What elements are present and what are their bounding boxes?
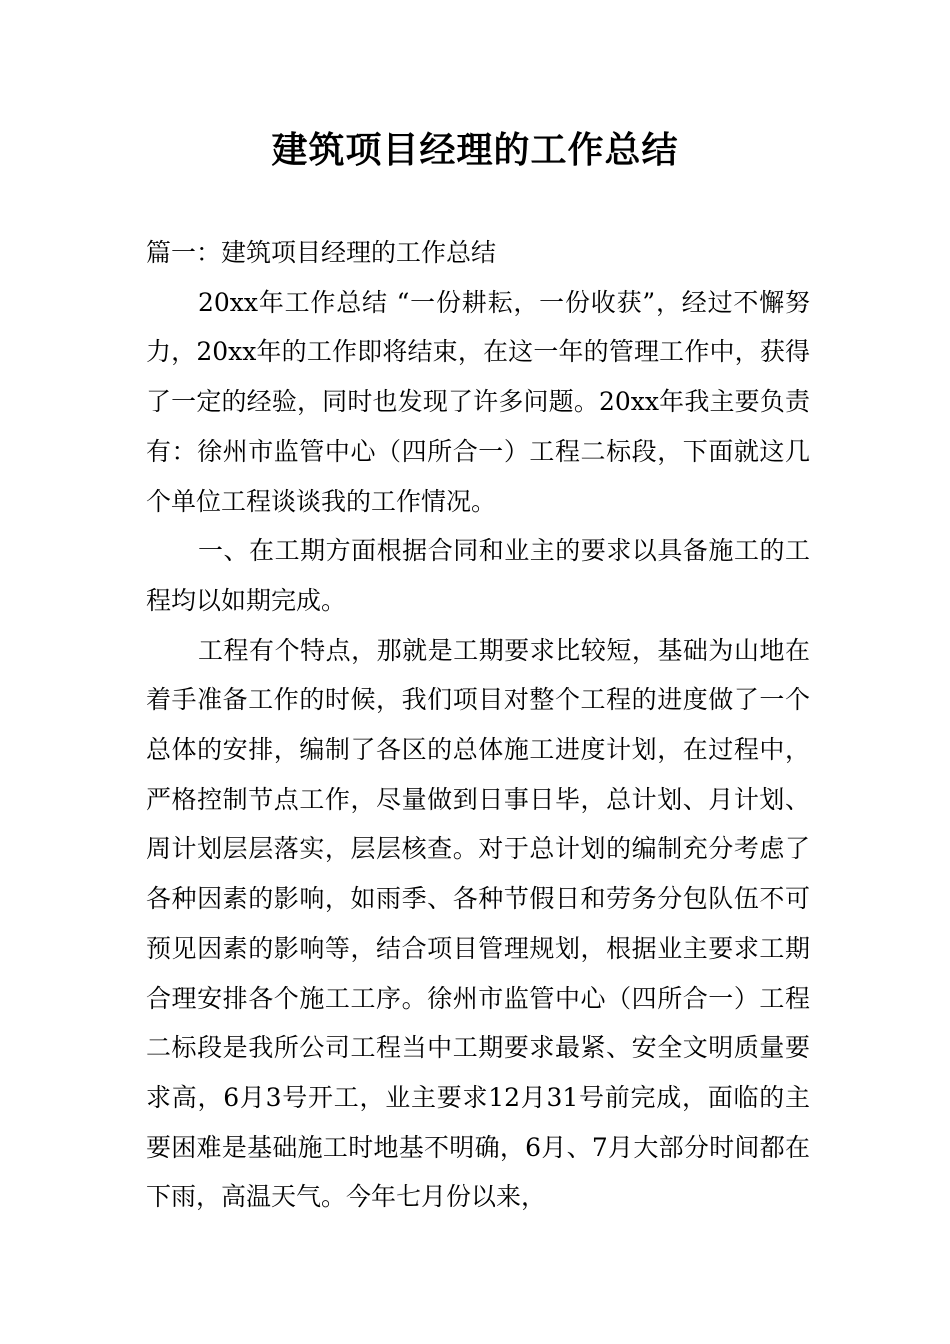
paragraph-schedule-heading: 一、在工期方面根据合同和业主的要求以具备施工的工程均以如期完成。 — [146, 536, 810, 615]
document-body — [146, 228, 810, 1222]
paragraph-intro: 20xx年工作总结 “一份耕耘，一份收获”，经过不懈努力，20xx年的工作即将结束，在这一年的管理工作中，获得了一定的经验，同时也发现了许多问题。20xx年我主要负责有：徐州市监管中心（四所合一）工程二标段，下面就这几个单位工程谈谈我的工作情况。 — [146, 287, 810, 516]
document-title: 建筑项目经理的工作总结 — [271, 130, 679, 171]
section-heading: 篇一：建筑项目经理的工作总结 — [146, 238, 497, 267]
paragraph-schedule-detail: 工程有个特点，那就是工期要求比较短，基础为山地在着手准备工作的时候，我们项目对整个工程的进度做了一个总体的安排，编制了各区的总体施工进度计划，在过程中，严格控制节点工作，尽量做到日事日毕，总计划、月计划、周计划层层落实，层层核查。对于总计划的编制充分考虑了各种因素的影响，如雨季、各种节假日和劳务分包队伍不可预见因素的影响等，结合项目管理规划，根据业主要求工期合理安排各个施工工序。徐州市监管中心（四所合一）工程二标段是我所公司工程当中工期要求最紧、安全文明质量要求高，6月3号开工，业主要求12月31号前完成，面临的主要困难是基础施工时地基不明确，6月、7月大部分时间都在下雨，高温天气。今年七月份以来， — [146, 635, 810, 1212]
